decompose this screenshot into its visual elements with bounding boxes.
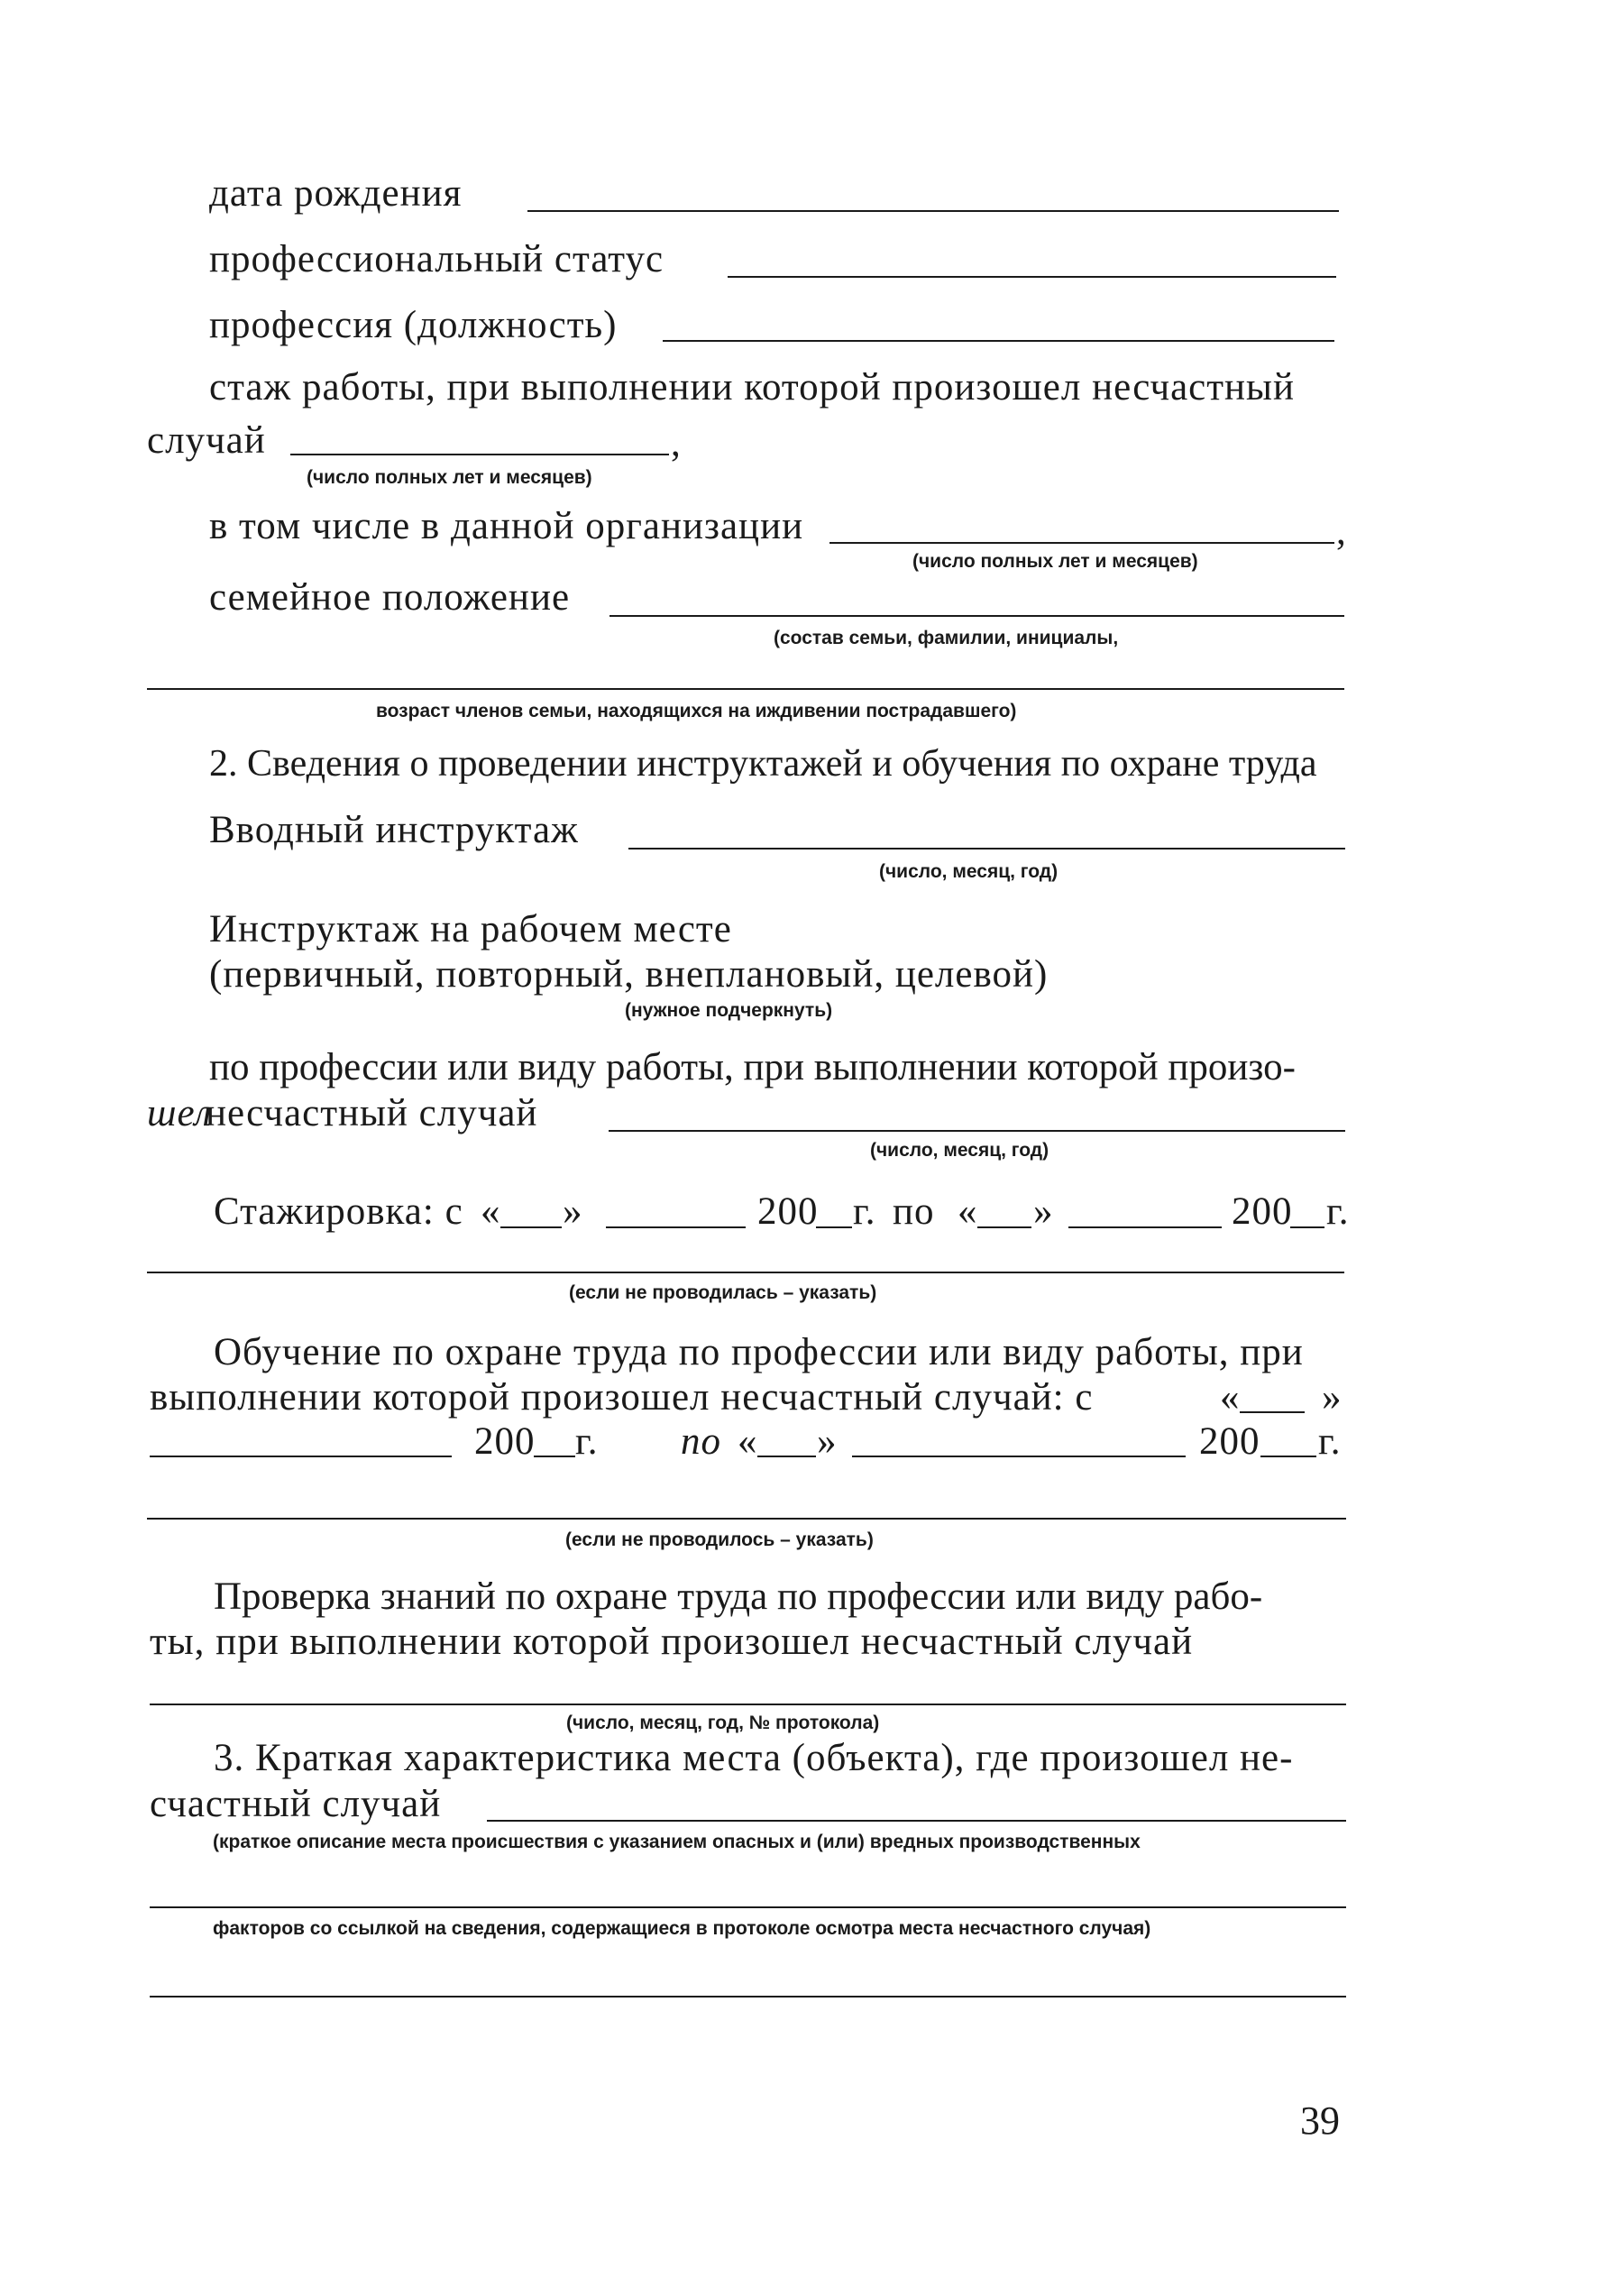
- family-status-field-2[interactable]: [147, 688, 1344, 690]
- training-note-field[interactable]: [147, 1518, 1346, 1520]
- place-description-field-2[interactable]: [150, 1906, 1346, 1908]
- internship-open-quote: «: [481, 1190, 501, 1233]
- internship-from-year[interactable]: [816, 1226, 852, 1228]
- internship-year-suffix: г.: [853, 1190, 876, 1233]
- comma: ,: [671, 422, 682, 464]
- knowledge-check-field[interactable]: [150, 1704, 1346, 1705]
- caption-date-2: (число, месяц, год): [870, 1140, 1049, 1161]
- training-open-quote: «: [1220, 1376, 1241, 1419]
- work-experience-line2: случай: [147, 419, 266, 462]
- internship-note-field[interactable]: [147, 1272, 1344, 1273]
- internship-to-day[interactable]: [977, 1226, 1031, 1228]
- caption-years-months: (число полных лет и месяцев): [307, 467, 592, 488]
- caption-place-1: (краткое описание места происшествия с указанием опасных и (или) вредных производственных: [213, 1832, 1141, 1852]
- section-2-heading: 2. Сведения о проведении инструктажей и обучения по охране труда: [209, 743, 1317, 785]
- internship-close-quote: »: [563, 1190, 583, 1233]
- intro-briefing-field[interactable]: [628, 848, 1345, 850]
- training-to-year-suffix: г.: [1318, 1420, 1342, 1463]
- caption-family: (состав семьи, фамилии, инициалы,: [774, 628, 1119, 648]
- internship-from-month[interactable]: [606, 1226, 746, 1228]
- internship-label: Стажировка: с: [214, 1190, 463, 1233]
- training-close-quote: »: [1322, 1376, 1343, 1419]
- org-experience-field[interactable]: [829, 542, 1334, 544]
- training-to-close-quote: »: [817, 1420, 838, 1463]
- internship-to-year-prefix: 200: [1232, 1190, 1293, 1233]
- section-3-line1: 3. Краткая характеристика места (объекта), где произошел не-: [214, 1737, 1294, 1779]
- org-experience-label: в том числе в данной организации: [209, 505, 804, 547]
- caption-date: (число, месяц, год): [879, 861, 1059, 882]
- knowledge-check-line2: ты, при выполнении которой произошел несчастный случай: [150, 1621, 1194, 1663]
- profession-line2: несчастный случай: [206, 1092, 538, 1134]
- profession-line2-prefix: шел: [147, 1092, 213, 1134]
- comma-2: ,: [1336, 510, 1347, 553]
- training-to-day[interactable]: [757, 1456, 816, 1457]
- section-3-line2: счастный случай: [150, 1783, 442, 1825]
- caption-not-held-m: (если не проводилась – указать): [569, 1282, 877, 1303]
- caption-place-2: факторов со ссылкой на сведения, содержащиеся в протоколе осмотра места несчастного случая): [213, 1918, 1151, 1939]
- training-line2: выполнении которой произошел несчастный случай: с: [150, 1376, 1094, 1419]
- training-from-year[interactable]: [534, 1456, 575, 1457]
- professional-status-label: профессиональный статус: [209, 238, 664, 280]
- profession-line1: по профессии или виду работы, при выполнении которой произо-: [209, 1046, 1296, 1088]
- internship-to-open-quote: «: [958, 1190, 978, 1233]
- training-from-month[interactable]: [150, 1456, 452, 1457]
- profession-date-field[interactable]: [609, 1130, 1345, 1132]
- profession-label: профессия (должность): [209, 304, 618, 346]
- training-year-suffix: г.: [575, 1420, 599, 1463]
- internship-to-year[interactable]: [1290, 1226, 1324, 1228]
- caption-years-months-2: (число полных лет и месяцев): [912, 551, 1198, 572]
- training-year-prefix: 200: [474, 1420, 536, 1463]
- professional-status-field[interactable]: [728, 276, 1336, 278]
- caption-dependents: возраст членов семьи, находящихся на иждивении пострадавшего): [376, 701, 1017, 721]
- work-experience-field[interactable]: [290, 454, 669, 455]
- training-to-open-quote: «: [738, 1420, 758, 1463]
- place-description-field[interactable]: [487, 1820, 1346, 1822]
- internship-to-year-suffix: г.: [1326, 1190, 1350, 1233]
- profession-field[interactable]: [663, 340, 1334, 342]
- birth-date-field[interactable]: [527, 210, 1339, 212]
- family-status-field[interactable]: [609, 615, 1344, 617]
- training-to-month[interactable]: [852, 1456, 1186, 1457]
- family-status-label: семейное положение: [209, 576, 571, 619]
- knowledge-check-line1: Проверка знаний по охране труда по профессии или виду рабо-: [214, 1575, 1263, 1618]
- intro-briefing-label: Вводный инструктаж: [209, 809, 579, 851]
- internship-to: по: [893, 1190, 935, 1233]
- page-number: 39: [1300, 2099, 1340, 2143]
- training-to-year[interactable]: [1260, 1456, 1316, 1457]
- caption-not-held-n: (если не проводилось – указать): [565, 1529, 874, 1550]
- internship-from-day[interactable]: [500, 1226, 562, 1228]
- training-to: по: [681, 1420, 721, 1463]
- internship-year-prefix: 200: [757, 1190, 819, 1233]
- training-from-day[interactable]: [1240, 1411, 1305, 1413]
- place-description-field-3[interactable]: [150, 1996, 1346, 1998]
- caption-protocol: (число, месяц, год, № протокола): [566, 1713, 880, 1733]
- caption-underline: (нужное подчеркнуть): [625, 1000, 833, 1021]
- training-line1: Обучение по охране труда по профессии или виду работы, при: [214, 1331, 1304, 1373]
- birth-date-label: дата рождения: [209, 172, 463, 215]
- internship-to-close-quote: »: [1033, 1190, 1054, 1233]
- training-to-year-prefix: 200: [1199, 1420, 1260, 1463]
- workplace-briefing-label: Инструктаж на рабочем месте: [209, 908, 732, 951]
- briefing-types: (первичный, повторный, внеплановый, целевой): [209, 953, 1049, 996]
- internship-to-month[interactable]: [1068, 1226, 1222, 1228]
- work-experience-line1: стаж работы, при выполнении которой произошел несчастный: [209, 366, 1295, 409]
